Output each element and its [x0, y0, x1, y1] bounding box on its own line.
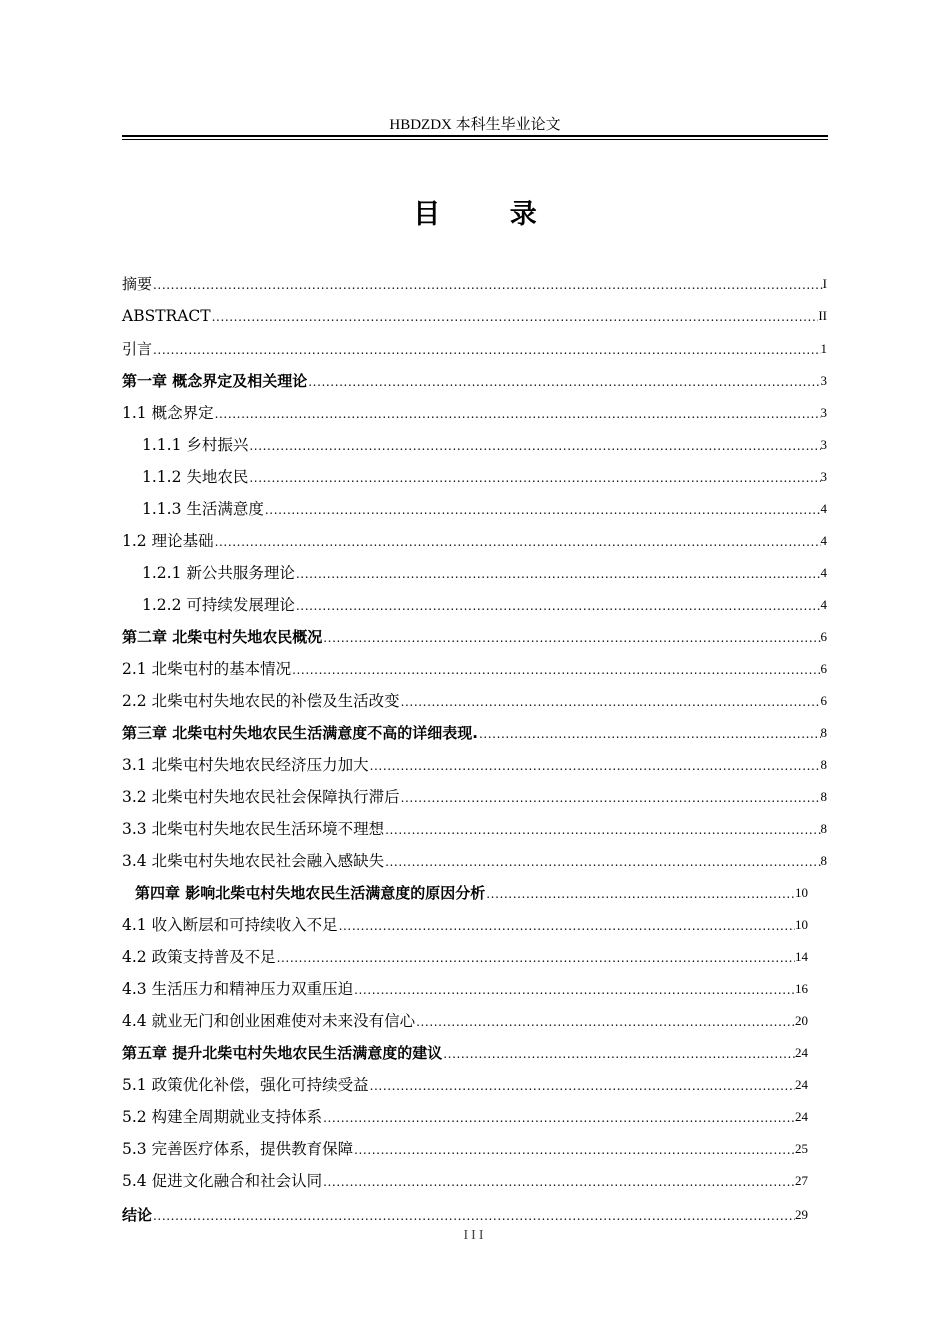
toc-entry-page: 16: [795, 981, 808, 996]
toc-leader-dots: [214, 535, 821, 549]
toc-entry-label: 1.1.1 乡村振兴: [142, 436, 249, 454]
toc-entry-label: ABSTRACT: [122, 307, 211, 325]
toc-entry-1-2-2[interactable]: [142, 591, 827, 615]
toc-entry-chapter-4[interactable]: [135, 879, 808, 903]
toc-entry-label: 引言: [122, 340, 153, 358]
toc-entry-page: 8: [820, 725, 827, 740]
toc-entry-page: 29: [795, 1207, 808, 1222]
toc-entry-page: 24: [795, 1077, 808, 1092]
toc-entry-page: 4: [820, 565, 827, 580]
toc-entry-1-1-1[interactable]: [142, 431, 827, 455]
toc-entry-5-2[interactable]: [122, 1103, 808, 1127]
toc-entry-1-1-3[interactable]: [142, 495, 827, 519]
toc-entry-label: 2.1 北柴屯村的基本情况: [122, 660, 292, 678]
toc-entry-chapter-3[interactable]: [122, 719, 827, 743]
toc-leader-dots: [485, 887, 795, 901]
toc-entry-abstract-cn[interactable]: [122, 270, 827, 294]
toc-entry-introduction[interactable]: [122, 335, 827, 359]
toc-entry-4-4[interactable]: [122, 1007, 808, 1031]
toc-leader-dots: [248, 439, 820, 453]
toc-entry-page: 6: [820, 629, 827, 644]
toc-leader-dots: [478, 727, 821, 741]
toc-entry-3-4[interactable]: [122, 847, 827, 871]
toc-entry-page: 6: [820, 693, 827, 708]
toc-entry-label: 3.4 北柴屯村失地农民社会融入感缺失: [122, 852, 385, 870]
toc-leader-dots: [295, 567, 821, 581]
toc-entry-label: 第五章 提升北柴屯村失地农民生活满意度的建议: [122, 1044, 443, 1062]
toc-entry-page: 3: [820, 437, 827, 452]
toc-entry-label: 5.3 完善医疗体系，提供教育保障: [122, 1140, 354, 1158]
toc-entry-4-1[interactable]: [122, 911, 808, 935]
toc-leader-dots: [369, 759, 821, 773]
toc-leader-dots: [295, 599, 821, 613]
toc-entry-4-3[interactable]: [122, 975, 808, 999]
toc-leader-dots: [152, 343, 820, 357]
toc-entry-label: 5.1 政策优化补偿，强化可持续受益: [122, 1076, 369, 1094]
toc-entry-label: 结论: [122, 1206, 153, 1224]
toc-entry-page: 3: [820, 469, 827, 484]
toc-entry-label: 第二章 北柴屯村失地农民概况: [122, 628, 323, 646]
toc-entry-conclusion[interactable]: [122, 1201, 808, 1225]
toc-leader-dots: [152, 278, 823, 292]
toc-entry-label: 4.1 收入断层和可持续收入不足: [122, 916, 338, 934]
toc-entry-label: 第四章 影响北柴屯村失地农民生活满意度的原因分析: [135, 884, 486, 902]
toc-entry-label: 2.2 北柴屯村失地农民的补偿及生活改变: [122, 692, 400, 710]
toc-leader-dots: [384, 855, 820, 869]
toc-entry-2-2[interactable]: [122, 687, 827, 711]
toc-entry-page: 8: [820, 789, 827, 804]
toc-entry-label: 1.1.3 生活满意度: [142, 500, 264, 518]
toc-entry-page: 4: [820, 501, 827, 516]
toc-leader-dots: [264, 503, 821, 517]
toc-entry-label: 1.1.2 失地农民: [142, 468, 249, 486]
toc-entry-label: 3.3 北柴屯村失地农民生活环境不理想: [122, 820, 385, 838]
toc-title: 目 录: [413, 199, 567, 230]
page-number: III: [463, 1228, 487, 1243]
toc-leader-dots: [353, 1143, 795, 1157]
toc-entry-label: 第三章 北柴屯村失地农民生活满意度不高的详细表现.: [122, 724, 478, 742]
toc-entry-page: 10: [795, 917, 808, 932]
toc-leader-dots: [322, 631, 820, 645]
running-header: HBDZDX 本科生毕业论文: [389, 117, 561, 133]
toc-entry-page: I: [822, 276, 827, 291]
toc-entry-2-1[interactable]: [122, 655, 827, 679]
toc-leader-dots: [369, 1079, 795, 1093]
toc-entry-page: 1: [820, 341, 827, 356]
toc-entry-page: 8: [820, 757, 827, 772]
toc-leader-dots: [152, 1209, 795, 1223]
toc-entry-page: 8: [820, 853, 827, 868]
toc-entry-page: 24: [795, 1109, 808, 1124]
toc-entry-chapter-2[interactable]: [122, 623, 827, 647]
toc-entry-page: 4: [820, 533, 827, 548]
toc-leader-dots: [338, 919, 795, 933]
toc-leader-dots: [415, 1015, 795, 1029]
toc-entry-page: 3: [820, 405, 827, 420]
toc-entry-page: 20: [795, 1013, 808, 1028]
toc-entry-5-1[interactable]: [122, 1071, 808, 1095]
toc-leader-dots: [214, 407, 821, 421]
toc-entry-abstract-en[interactable]: [122, 302, 827, 326]
toc-entry-page: II: [818, 308, 827, 323]
toc-entry-1-2[interactable]: [122, 527, 827, 551]
toc-entry-label: 4.3 生活压力和精神压力双重压迫: [122, 980, 354, 998]
toc-entry-5-4[interactable]: [122, 1167, 808, 1191]
toc-entry-chapter-5[interactable]: [122, 1039, 808, 1063]
toc-leader-dots: [400, 791, 821, 805]
toc-entry-page: 3: [820, 373, 827, 388]
toc-entry-3-2[interactable]: [122, 783, 827, 807]
header-rule: [122, 135, 828, 137]
toc-entry-label: 3.2 北柴屯村失地农民社会保障执行滞后: [122, 788, 400, 806]
toc-leader-dots: [322, 1111, 795, 1125]
toc-entry-1-1-2[interactable]: [142, 463, 827, 487]
toc-entry-label: 4.4 就业无门和创业困难使对未来没有信心: [122, 1012, 416, 1030]
toc-leader-dots: [353, 983, 795, 997]
toc-leader-dots: [291, 663, 820, 677]
toc-entry-label: 4.2 政策支持普及不足: [122, 948, 276, 966]
toc-entry-page: 27: [795, 1173, 808, 1188]
toc-leader-dots: [322, 1175, 795, 1189]
toc-entry-label: 1.2.1 新公共服务理论: [142, 564, 295, 582]
toc-entry-chapter-1[interactable]: [122, 367, 827, 391]
toc-leader-dots: [442, 1047, 795, 1061]
toc-leader-dots: [307, 375, 820, 389]
toc-entry-label: 1.2 理论基础: [122, 532, 214, 550]
toc-entry-page: 6: [820, 661, 827, 676]
toc-entry-page: 8: [820, 821, 827, 836]
toc-entry-page: 24: [795, 1045, 808, 1060]
toc-entry-page: 25: [795, 1141, 808, 1156]
toc-leader-dots: [384, 823, 820, 837]
toc-entry-label: 摘要: [122, 275, 153, 293]
toc-leader-dots: [276, 951, 795, 965]
toc-entry-1-2-1[interactable]: [142, 559, 827, 583]
toc-entry-page: 10: [795, 885, 808, 900]
toc-entry-5-3[interactable]: [122, 1135, 808, 1159]
header-rule-thin: [122, 139, 828, 140]
toc-entry-page: 14: [795, 949, 808, 964]
toc-entry-3-3[interactable]: [122, 815, 827, 839]
toc-entry-label: 1.1 概念界定: [122, 404, 214, 422]
toc-entry-label: 5.2 构建全周期就业支持体系: [122, 1108, 323, 1126]
toc-leader-dots: [400, 695, 821, 709]
toc-entry-page: 4: [820, 597, 827, 612]
toc-entry-label: 5.4 促进文化融合和社会认同: [122, 1172, 323, 1190]
toc-entry-1-1[interactable]: [122, 399, 827, 423]
toc-leader-dots: [211, 310, 819, 324]
toc-entry-4-2[interactable]: [122, 943, 808, 967]
toc-entry-label: 3.1 北柴屯村失地农民经济压力加大: [122, 756, 369, 774]
toc-entry-label: 1.2.2 可持续发展理论: [142, 596, 295, 614]
toc-entry-3-1[interactable]: [122, 751, 827, 775]
toc-leader-dots: [248, 471, 820, 485]
toc-entry-label: 第一章 概念界定及相关理论: [122, 372, 308, 390]
